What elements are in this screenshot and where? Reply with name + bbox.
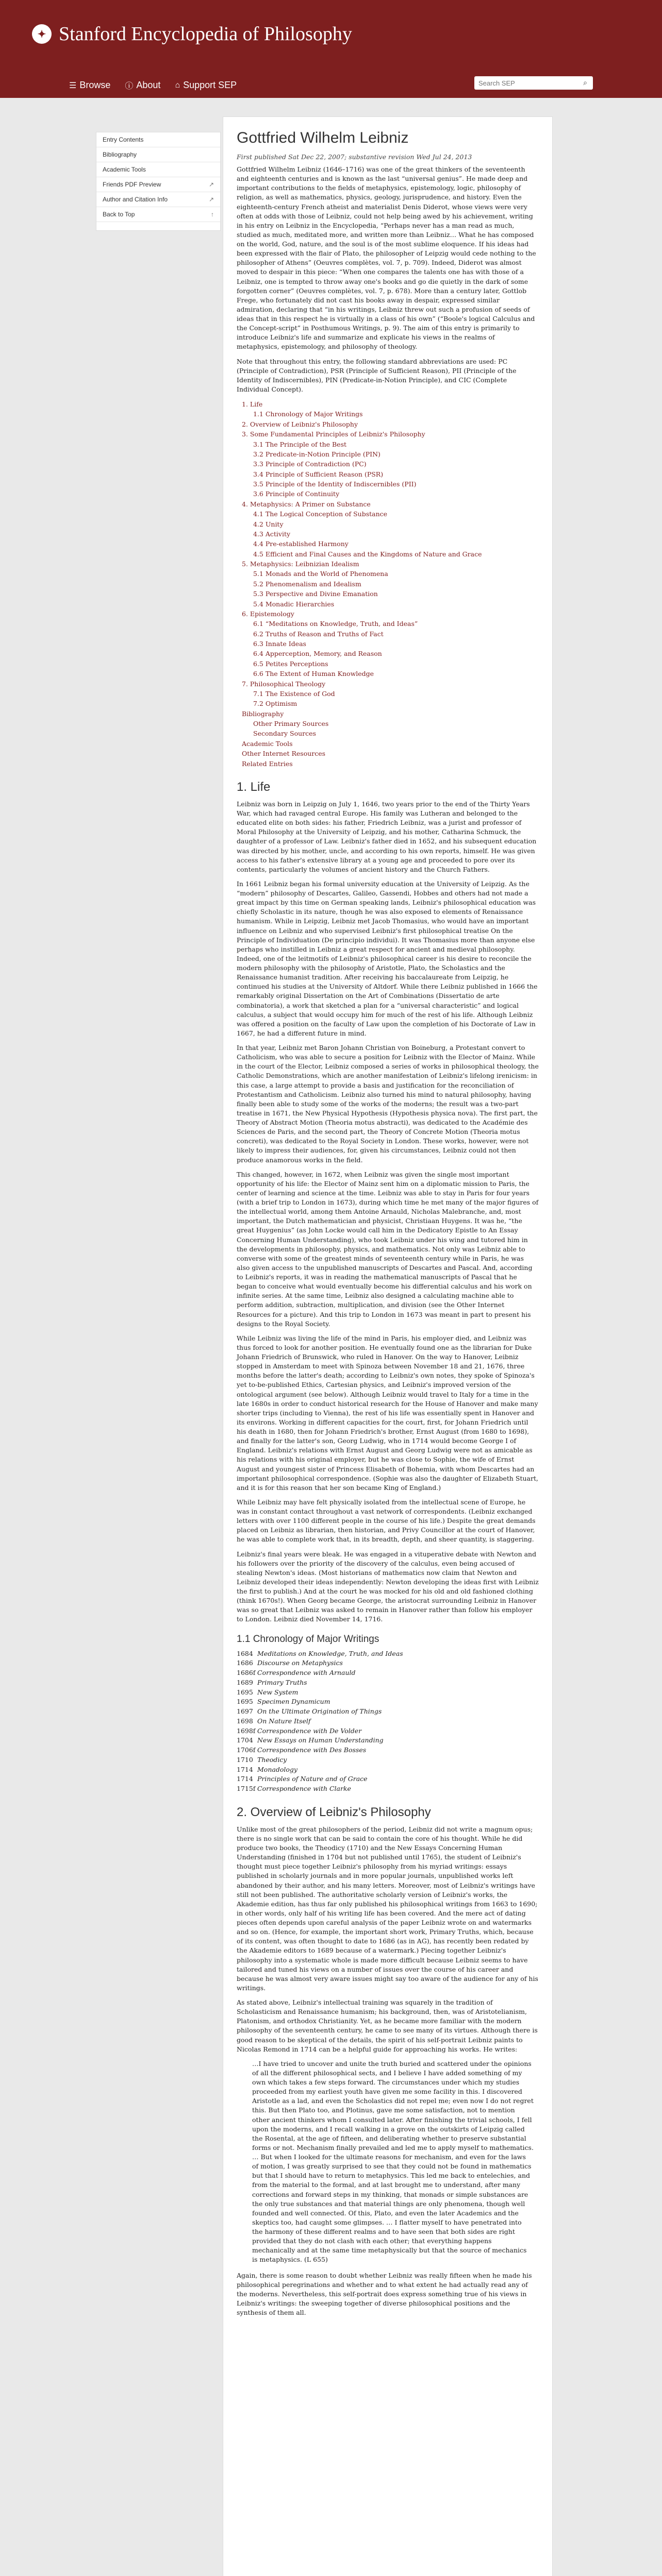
info-icon: ⓘ [125,82,134,91]
toc-link[interactable]: 3.5 Principle of the Identity of Indiscernibles (PII) [253,480,417,488]
table-of-contents [237,399,539,769]
sidebar-item-academic-tools[interactable] [96,162,220,177]
search-button[interactable] [577,76,593,90]
chronology-year: 1686f [237,1669,256,1676]
toc-link[interactable]: 7.2 Optimism [253,700,297,708]
toc-link[interactable]: Academic Tools [242,739,293,748]
search-input[interactable] [474,76,577,90]
external-link-icon: ↗ [208,181,214,188]
paragraph: While Leibniz may have felt physically isolated from the intellectual scene of Europe, he was in constant contact throughout a vast network of correspondents. (Leibniz exchanged letters with over 1100 different people in the course of his life.) Despite the great demands placed on Leibniz as librarian, then historian, and Privy Councillor at the court of Hanover, he was able to complete work that, in its breadth, depth, and sheer quantity, is staggering. [237,1498,536,1544]
nav-support[interactable] [168,76,244,94]
chronology-year: 1704 [237,1736,253,1744]
paragraph: Leibniz was born in Leipzig on July 1, 1646, two years prior to the end of the Thirty Years War, which had ravaged central Europe. His family was Lutheran and belonged to the educated elite on both sides: his father, Friedrich Leibniz, was a jurist and professor of Moral Philosophy at the University of Leipzig, and his mother, Catharina Schmuck, the daughter of a professor of Law. Leibniz's father died in 1652, and his subsequent education was directed by his mother, uncle, and according to his own reports, himself. He was given access to his father's extensive library at a young age and proceeded to pore over its contents, particularly the volumes of ancient history and the Church Fathers. [237,800,537,873]
chronology-year: 1710 [237,1755,253,1764]
toc-link[interactable]: 2. Overview of Leibniz's Philosophy [242,420,358,428]
toc-link[interactable]: 5. Metaphysics: Leibnizian Idealism [242,560,359,568]
chronology-row [237,1774,539,1784]
chronology-year: 1706f [237,1746,256,1754]
toc-link[interactable]: 6. Epistemology [242,609,294,618]
bank-icon: ⌂ [175,80,180,90]
toc-link[interactable]: 6.6 The Extent of Human Knowledge [253,670,374,678]
chronology-year: 1684 [237,1649,253,1657]
quotation: …I have tried to uncover and unite the truth buried and scattered under the opinions of all the different philosophical sects, and I believe I have added something of my own which takes a few steps forward. The circumstances under which my studies proceeded from my earliest youth have given me some facility in this. I discovered Aristotle as a lad, and even the Scholastics did not repel me; even now I do not regret this. But then Plato too, and Plotinus, gave me some satisfaction, not to mention other ancient thinkers whom I consulted later. After finishing the trivial schools, I fell upon the moderns, and I recall walking in a grove on the outskirts of Leipzig called the Rosental, at the age of fifteen, and deliberating whether to preserve substantial forms or not. Mechanism finally prevailed and led me to apply myself to mathematics. … But when I looked for the ultimate reasons for mechanism, and even for the laws of motion, I was greatly surprised to see that they could not be found in mathematics but that I should have to return to metaphysics. This led me back to entelechies, and from the material to the formal, and at last brought me to understand, after many corrections and forward steps in my thinking, that monads or simple substances are the only true substances and that material things are only phenomena, though well founded and well connected. Of this, Plato, and even the later Academics and the skeptics too, had caught some glimpses. … I flatter myself to have penetrated into the harmony of these different realms and to have seen that both sides are right provided that they do not clash with each other; that everything happens mechanically and at the same time metaphysically but that the source of mechanics is metaphysics. (L 655) [252,2059,534,2264]
toc-link[interactable]: 6.1 “Meditations on Knowledge, Truth, and Ideas” [253,620,418,628]
site-title[interactable]: Stanford Encyclopedia of Philosophy [59,23,352,45]
chronology-title: On the Ultimate Origination of Things [257,1707,382,1715]
chronology-row [237,1784,539,1794]
sidebar-item-label: Back to Top [103,211,135,218]
sidebar-item-entry-contents[interactable] [96,132,220,147]
toc-link[interactable]: 3.1 The Principle of the Best [253,440,347,448]
toc-link[interactable]: 3.2 Predicate-in-Notion Principle (PIN) [253,450,380,458]
chronology-year: 1686 [237,1659,253,1667]
chronology-title: Theodicy [257,1755,287,1764]
toc-link[interactable]: Other Internet Resources [242,750,326,758]
section-heading: 1. Life [237,779,271,794]
toc-link[interactable]: Secondary Sources [253,730,316,738]
toc-link[interactable]: 7.1 The Existence of God [253,689,335,698]
sidebar-item-label: Author and Citation Info [103,196,168,203]
toc-link[interactable]: 5.3 Perspective and Divine Emanation [253,590,378,598]
intro-paragraph: Note that throughout this entry, the following standard abbreviations are used: PC (Principle of Contradiction), PSR (Principle of Sufficient Reason), PII (Principle of the Identity of Indiscernibles), PIN (Predicate-in-Notion Principle), and CIC (Complete Individual Concept). [237,357,517,393]
chronology-year: 1698 [237,1717,253,1725]
chronology-year: 1695 [237,1688,253,1696]
nav-about-label: About [136,80,161,90]
toc-link[interactable]: 1. Life [242,400,263,408]
nav-about[interactable] [118,76,168,94]
menu-icon: ☰ [69,81,77,90]
chronology-title: Monadology [257,1765,297,1773]
chronology-year: 1714 [237,1765,253,1773]
site-header [0,0,662,98]
toc-link[interactable]: 6.4 Apperception, Memory, and Reason [253,650,382,658]
chronology-row [237,1678,539,1688]
toc-link[interactable]: 4. Metaphysics: A Primer on Substance [242,500,371,508]
paragraph: In 1661 Leibniz began his formal university education at the University of Leipzig. As the “modern” philosophy of Descartes, Galileo, Gassendi, Hobbes and others had not made a great impact by this time on German speaking lands, Leibniz's philosophical education was chiefly Scholastic in its nature, though he was also exposed to elements of Renaissance humanism. While in Leipzig, Leibniz met Jacob Thomasius, who would have an important influence on Leibniz and who supervised Leibniz's first philosophical treatise On the Principle of Individuation (De principio individui). It was Thomasius more than anyone else perhaps who instilled in Leibniz a great respect for ancient and medieval philosophy. Indeed, one of the leitmotifs of Leibniz's philosophical career is his desire to reconcile the modern philosophy with the philosophy of Aristotle, Plato, the Scholastics and the Renaissance humanist tradition. After receiving his baccalaureate from Leipzig, he continued his studies at the University of Altdorf. While there Leibniz published in 1666 the remarkably original Dissertation on the Art of Combinations (Dissertatio de arte combinatoria), a work that sketched a plan for a “universal characteristic” and logical calculus, a subject that would occupy him for much of the rest of his life. Although Leibniz was offered a position on the faculty of Law upon the completion of his Doctorate of Law in 1667, he had a different future in mind. [237,879,538,1037]
chronology-title: Specimen Dynamicum [257,1698,330,1706]
nav-support-label: Support SEP [183,80,237,90]
chronology-row [237,1717,539,1726]
search-icon: ⌕ [583,79,587,87]
paragraph: In that year, Leibniz met Baron Johann Christian von Boineburg, a Protestant convert to Catholicism, who was able to secure a position for Leibniz with the Elector of Mainz. While in the court of the Elector, Leibniz composed a series of works in philosophical theology, the Catholic Demonstrations, which are another manifestation of Leibniz's lifelong irenicism: in this case, a large attempt to provide a basis and justification for the reconciliation of Protestantism and Catholicism. Leibniz also turned his mind to natural philosophy, having finally been able to study some of the works of the moderns; the result was a two-part treatise in 1671, the New Physical Hypothesis (Hypothesis physica nova). The first part, the Theory of Abstract Motion (Theoria motus abstracti), was dedicated to the Académie des Sciences de Paris, and the second part, the Theory of Concrete Motion (Theoria motus concreti), was dedicated to the Royal Society in London. These works, however, were not likely to impress their audiences, for, given his circumstances, Leibniz could not then produce anamorous works in the field. [237,1044,539,1164]
toc-link[interactable]: 3. Some Fundamental Principles of Leibniz's Philosophy [242,430,425,438]
chronology-row [237,1736,539,1745]
paragraph: Leibniz's final years were bleak. He was engaged in a vituperative debate with Newton and his followers over the priority of the discovery of the calculus, even being accused of stealing Newton's ideas. (Most historians of mathematics now claim that Newton and Leibniz developed their ideas independently: Newton developing the ideas first with Leibniz the first to publish.) And at the court he was mocked for his old and old fashioned clothing (think 1670s!). When Georg became George, the aristocrat surrounding Leibniz in Hanover was so great that Leibniz was asked to remain in Hanover rather than follow his employer to London. Leibniz died November 14, 1716. [237,1550,539,1623]
nav-browse[interactable] [62,76,118,94]
chronology-title: Correspondence with Arnauld [257,1669,356,1676]
chronology-year: 1698f [237,1726,256,1735]
chronology-row [237,1726,539,1736]
subsection-heading: 1.1 Chronology of Major Writings [237,1633,379,1645]
sidebar-item-label: Entry Contents [103,136,144,143]
toc-link[interactable]: Other Primary Sources [253,720,329,727]
paragraph: Unlike most of the great philosophers of the period, Leibniz did not write a magnum opus; there is no single work that can be said to contain the core of his thought. While he did produce two books, the Theodicy (1710) and the New Essays Concerning Human Understanding (finished in 1704 but not published until 1765), the student of Leibniz's thought must piece together Leibniz's philosophy from his myriad writings: essays published in scholarly journals and in more popular journals, unpublished works left abandoned by their author, and his many letters. Moreover, most of Leibniz's writings have still not been published. The authoritative scholarly version of Leibniz's works, the Akademie edition, has thus far only published his philosophical writings from 1663 to 1690; in other words, only half of his writing life has been covered. And the mere act of dating pieces often depends upon careful analysis of the paper Leibniz wrote on and watermarks and so on. (Hence, for example, the important short work, Primary Truths, which, because of its content, was often thought to date to 1686 (as in AG), has recently been redated by the Akademie editors to 1689 because of a watermark.) Piecing together Leibniz's philosophy into a systematic whole is made more difficult because Leibniz seems to have tailored and tuned his views on a number of issues over the course of his career and because he was almost very aware issues might say too aware of the audience for any of his writings. [237,1825,538,1992]
sidebar-item-label: Friends PDF Preview [103,181,161,188]
main-nav [62,76,244,94]
chronology-row [237,1668,539,1678]
toc-link[interactable]: 4.1 The Logical Conception of Substance [253,510,388,518]
toc-link[interactable]: Bibliography [242,709,284,718]
chronology-title: Principles of Nature and of Grace [257,1775,368,1783]
chronology-row [237,1765,539,1775]
toc-link[interactable]: 5.1 Monads and the World of Phenomena [253,570,388,578]
toc-link[interactable]: 3.6 Principle of Continuity [253,490,340,498]
sidebar-item-label: Bibliography [103,151,137,158]
chronology-row [237,1755,539,1765]
toc-link[interactable]: 6.2 Truths of Reason and Truths of Fact [253,630,384,638]
external-link-icon: ↗ [208,196,214,203]
toc-link[interactable]: 4.2 Unity [253,520,284,528]
toc-link[interactable]: 4.4 Pre-established Harmony [253,540,349,548]
site-logo[interactable] [32,23,352,45]
chronology-row [237,1745,539,1755]
chronology-list [237,1649,539,1794]
chronology-year: 1714 [237,1775,253,1783]
chronology-year: 1715f [237,1785,256,1792]
chronology-title: Correspondence with Clarke [257,1785,351,1792]
chronology-title: Correspondence with Des Bosses [257,1746,367,1754]
chronology-row [237,1697,539,1707]
toc-link[interactable]: 3.3 Principle of Contradiction (PC) [253,460,367,468]
toc-link[interactable]: 7. Philosophical Theology [242,680,326,688]
toc-link[interactable]: 5.4 Monadic Hierarchies [253,600,335,608]
toc-link[interactable]: 6.3 Innate Ideas [253,640,306,648]
paragraph: Again, there is some reason to doubt whether Leibniz was really fifteen when he made his philosophical peregrinations and whether and to what extent he had actually read any of the moderns. Nevertheless, this self-portrait does express something true of his views in Leibniz's writings: the sweeping together of diverse philosophical positions and the synthesis of them all. [237,2271,532,2316]
chronology-title: New System [257,1688,299,1696]
chronology-row [237,1658,539,1668]
chronology-title: Meditations on Knowledge, Truth, and Ideas [257,1649,403,1657]
sidebar [96,132,221,231]
sidebar-item-pdf-preview[interactable] [96,177,220,192]
chronology-year: 1695 [237,1698,253,1706]
section-heading: 2. Overview of Leibniz's Philosophy [237,1805,431,1819]
toc-link[interactable]: Related Entries [242,759,293,768]
paragraph: While Leibniz was living the life of the mind in Paris, his employer died, and Leibniz was thus forced to look for another position. He eventually found one as the librarian for Duke Johann Friedrich of Brunswick, who ruled in Hanover. On the way to Hanover, Leibniz stopped in Amsterdam to meet with Spinoza between November 18 and 21, 1676, three months before the latter's death; according to Leibniz's own notes, they spoke of Spinoza's yet to-be-published Ethics, Cartesian physics, and Leibniz's improved version of the ontological argument (see below). Although Leibniz would travel to Italy for a time in the late 1680s in order to conduct historical research for the House of Hanover and make many shorter trips (including to Vienna), the rest of his life was essentially spent in Hanover and its environs. Working in different capacities for the court, first, for Johann Friedrich until his death in 1680, then for Johann Friedrich's brother, Ernst August (from 1680 to 1698), and finally for the latter's son, Georg Ludwig, who in 1714 would become George I of England. Leibniz's relations with Ernst August and Georg Ludwig were not as amicable as his relations with his original employer, but he was close to Sophie, the wife of Ernst August and youngest sister of Princess Elisabeth of Bohemia, with whom Descartes had an important philosophical correspondence. (Sophie was also the daughter of Elizabeth Stuart, and it is for this reason that her son became King of England.) [237,1334,538,1492]
article-main [223,116,553,2576]
nav-browse-label: Browse [79,80,111,90]
sidebar-item-back-to-top[interactable] [96,207,220,222]
chronology-year: 1697 [237,1707,253,1715]
paragraph: This changed, however, in 1672, when Leibniz was given the single most important opportunity of his life: the Elector of Mainz sent him on a diplomatic mission to Paris, the center of learning and science at the time. Leibniz was able to stay in Paris for four years (with a brief trip to London in 1673), during which time he met many of the major figures of the intellectual world, among them Antoine Arnauld, Nicholas Malebranche, and, most important, the Dutch mathematician and physicist, Christiaan Huygens. It was he, “the great Huygenius” (as John Locke would call him in the Dedicatory Epistle to An Essay Concerning Human Understanding), who took Leibniz under his wing and tutored him in the developments in philosophy, physics, and mathematics. Not only was Leibniz able to converse with some of the greatest minds of seventeenth century while in Paris, he was also given access to the unpublished manuscripts of Descartes and Pascal. And, according to Leibniz's reports, it was in reading the mathematical manuscripts of Pascal that he began to conceive what would eventually become his differential calculus and his work on infinite series. At the same time, Leibniz also designed a calculating machine able to perform addition, subtraction, multiplication, and division (see the Other Internet Resources for a picture). And this trip to London in 1673 was meant in part to present his designs to the Royal Society. [237,1170,539,1328]
toc-link[interactable]: 4.5 Efficient and Final Causes and the Kingdoms of Nature and Grace [253,550,482,558]
chronology-year: 1689 [237,1678,253,1686]
toc-link[interactable]: 3.4 Principle of Sufficient Reason (PSR) [253,470,384,478]
seal-icon: ✦ [32,24,52,44]
sidebar-item-label: Academic Tools [103,166,146,173]
arrow-up-icon: ↑ [211,211,214,218]
chronology-title: Correspondence with De Volder [257,1726,362,1735]
chronology-title: On Nature Itself [257,1717,311,1725]
toc-link[interactable]: 5.2 Phenomenalism and Idealism [253,580,361,588]
chronology-row [237,1649,539,1659]
chronology-title: Primary Truths [257,1678,307,1686]
chronology-title: Discourse on Metaphysics [257,1659,343,1667]
toc-link[interactable]: 1.1 Chronology of Major Writings [253,410,363,418]
sidebar-item-author-citation[interactable] [96,192,220,207]
paragraph: As stated above, Leibniz's intellectual training was squarely in the tradition of Scholasticism and Renaissance humanism; his background, then, was of Aristotelianism, Platonism, and orthodox Christianity. Yet, as he became more familiar with the modern philosophy of the seventeenth century, he came to see many of its virtues. Although there is good reason to be skeptical of the details, the spirit of his self-portrait Leibniz paints to Nicolas Remond in 1714 can be a helpful guide for approaching his works. He writes: [237,1998,538,2053]
chronology-row [237,1688,539,1698]
intro-paragraph: Gottfried Wilhelm Leibniz (1646–1716) was one of the great thinkers of the seventeenth and eighteenth centuries and is known as the last “universal genius”. He made deep and important contributions to the fields of metaphysics, epistemology, logic, philosophy of religion, as well as mathematics, physics, geology, jurisprudence, and history. Even the eighteenth-century French atheist and materialist Denis Diderot, whose views were very often at odds with those of Leibniz, could not help being awed by his achievement, writing in his entry on Leibniz in the Encyclopedia, “Perhaps never has a man read as much, studied as much, meditated more, and written more than Leibniz… What he has composed on the world, God, nature, and the soul is of the most sublime eloquence. If his ideas had been expressed with the flair of Plato, the philosopher of Leipzig would cede nothing to the philosopher of Athens” (Oeuvres complètes, vol. 7, p. 709). Indeed, Diderot was almost moved to despair in this piece: “When one compares the talents one has with those of a Leibniz, one is tempted to throw away one's books and go die quietly in the dark of some forgotten corner” (Oeuvres complètes, vol. 7, p. 678). More than a century later, Gottlob Frege, who fortunately did not cast his books away in despair, expressed similar admiration, declaring that “in his writings, Leibniz threw out such a profusion of seeds of ideas that in this respect he is virtually in a class of his own” (“Boole's logical Calculus and the Concept-script” in Posthumous Writings, p. 9). The aim of this entry is primarily to introduce Leibniz's life and summarize and explicate his views in the realms of metaphysics, epistemology, and philosophy of theology. [237,165,536,351]
page-title: Gottfried Wilhelm Leibniz [237,129,409,146]
chronology-title: New Essays on Human Understanding [257,1736,384,1744]
toc-link[interactable]: 4.3 Activity [253,530,291,538]
publication-info: First published Sat Dec 22, 2007; substantive revision Wed Jul 24, 2013 [237,153,472,161]
toc-link[interactable]: 6.5 Petites Perceptions [253,659,328,668]
chronology-row [237,1707,539,1717]
sidebar-item-bibliography[interactable] [96,147,220,162]
